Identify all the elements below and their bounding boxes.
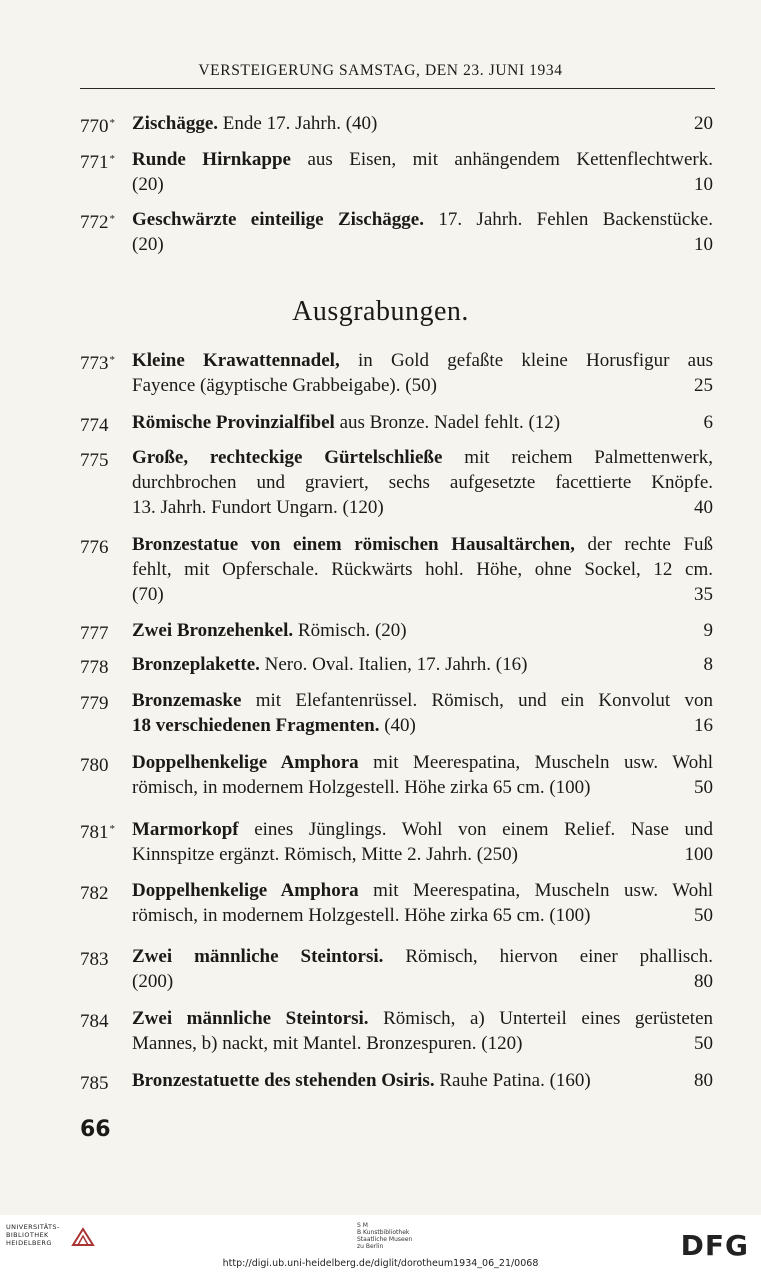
lot-number: 771* [80, 152, 115, 173]
lot-description: Bronzestatue von einem römischen Hausaltärchen, der rechte Fuß [132, 534, 714, 555]
digitization-footer [0, 1215, 761, 1273]
lot-entry-770 [80, 111, 713, 136]
permalink-url[interactable]: http://digi.ub.uni-heidelberg.de/diglit/dorotheum1934_06_21/0068 [222, 1258, 539, 1269]
lot-description: Zwei männliche Steintorsi. Römisch, hiervon einer phallisch. [132, 946, 713, 967]
lot-description-line3: (70) [132, 584, 164, 605]
lot-number: 775 [80, 450, 109, 471]
lot-number: 777 [80, 623, 109, 644]
lot-entry-775 [80, 445, 713, 520]
lot-description-line2: Mannes, b) nackt, mit Mantel. Bronzespuren. (120) [132, 1033, 523, 1054]
lot-number: 782 [80, 883, 109, 904]
lot-description: Große, rechteckige Gürtelschließe mit reichem Palmettenwerk, [132, 447, 714, 468]
lot-entry-782 [80, 878, 713, 928]
lot-description: Zischägge. Ende 17. Jahrh. (40) [132, 113, 378, 134]
lot-description: Zwei Bronzehenkel. Römisch. (20) [132, 620, 407, 641]
lot-number: 778 [80, 657, 109, 678]
lot-number: 776 [80, 537, 109, 558]
lot-number: 783 [80, 949, 109, 970]
lot-entry-781 [80, 817, 713, 867]
lot-description: Römische Provinzialfibel aus Bronze. Nadel fehlt. (12) [132, 412, 561, 433]
lot-entry-774 [80, 410, 713, 435]
lot-number: 780 [80, 755, 109, 776]
lot-number: 773* [80, 353, 115, 374]
lot-description: Zwei männliche Steintorsi. Römisch, a) Unterteil eines gerüsteten [132, 1008, 714, 1029]
lot-price: 10 [694, 174, 713, 195]
section-title: Ausgrabungen. [292, 296, 469, 327]
lot-description-line2: durchbrochen und graviert, sechs aufgesetzte facettierte Knöpfe. [132, 472, 713, 493]
lot-description-line2: römisch, in modernem Holzgestell. Höhe zirka 65 cm. (100) [132, 777, 591, 798]
lot-price: 50 [694, 1033, 713, 1054]
lot-price: 8 [703, 654, 713, 675]
lot-description: Runde Hirnkappe aus Eisen, mit anhängendem Kettenflechtwerk. [132, 149, 714, 170]
lot-number: 784 [80, 1011, 109, 1032]
lot-number: 770* [80, 116, 115, 137]
lot-entry-771 [80, 147, 713, 197]
lot-description-line2: Kinnspitze ergänzt. Römisch, Mitte 2. Jahrh. (250) [132, 844, 518, 865]
lot-description-line2: römisch, in modernem Holzgestell. Höhe zirka 65 cm. (100) [132, 905, 591, 926]
lot-description-line3: 13. Jahrh. Fundort Ungarn. (120) [132, 497, 384, 518]
lot-description: Doppelhenkelige Amphora mit Meerespatina, Muscheln usw. Wohl [132, 880, 713, 901]
lot-price: 50 [694, 905, 713, 926]
lot-description: Geschwärzte einteilige Zischägge. 17. Jahrh. Fehlen Backenstücke. [132, 209, 713, 230]
lot-price: 25 [694, 375, 713, 396]
lot-description: Marmorkopf eines Jünglings. Wohl von einem Relief. Nase und [132, 819, 713, 840]
lot-description: Bronzeplakette. Nero. Oval. Italien, 17. Jahrh. (16) [132, 654, 528, 675]
lot-description: Bronzemaske mit Elefantenrüssel. Römisch, und ein Konvolut von [132, 690, 713, 711]
lot-price: 50 [694, 777, 713, 798]
lot-price: 9 [703, 620, 713, 641]
library-emblem-icon [70, 1225, 96, 1249]
lot-description-line2: fehlt, mit Opferschale. Rückwärts hohl. Höhe, ohne Sockel, 12 cm. [132, 559, 713, 580]
lot-price: 35 [694, 584, 713, 605]
lot-description: Kleine Krawattennadel, in Gold gefaßte kleine Horusfigur aus [132, 350, 714, 371]
lot-number: 772* [80, 212, 115, 233]
page-number: 66 [80, 1117, 111, 1142]
lot-description-line2: (20) [132, 234, 164, 255]
lot-entry-780 [80, 750, 713, 800]
lot-entry-777 [80, 618, 713, 643]
lot-entry-776 [80, 532, 713, 607]
lot-price: 40 [694, 497, 713, 518]
lot-price: 10 [694, 234, 713, 255]
lot-price: 16 [694, 715, 713, 736]
lot-number: 785 [80, 1073, 109, 1094]
lot-description: Doppelhenkelige Amphora mit Meerespatina, Muscheln usw. Wohl [132, 752, 713, 773]
lot-description: Bronzestatuette des stehenden Osiris. Rauhe Patina. (160) [132, 1070, 591, 1091]
lot-price: 100 [684, 844, 713, 865]
lot-description-line2: (20) [132, 174, 164, 195]
lot-entry-773 [80, 348, 713, 398]
header-rule [80, 88, 715, 89]
lot-price: 80 [694, 1070, 713, 1091]
lot-number: 774 [80, 415, 109, 436]
lot-number: 779 [80, 693, 109, 714]
university-library-logo[interactable]: UNIVERSITÄTS- BIBLIOTHEK HEIDELBERG [6, 1223, 60, 1247]
lot-entry-783 [80, 944, 713, 994]
running-head: VERSTEIGERUNG SAMSTAG, DEN 23. JUNI 1934 [198, 62, 563, 79]
dfg-logo[interactable]: DFG [680, 1229, 749, 1262]
lot-entry-779 [80, 688, 713, 738]
lot-entry-785 [80, 1068, 713, 1093]
lot-entry-772 [80, 207, 713, 257]
lot-description-line2: Fayence (ägyptische Grabbeigabe). (50) [132, 375, 437, 396]
lot-description-line2: 18 verschiedenen Fragmenten. (40) [132, 715, 416, 736]
lot-entry-784 [80, 1006, 713, 1056]
lot-entry-778 [80, 652, 713, 677]
lot-number: 781* [80, 822, 115, 843]
lot-price: 6 [703, 412, 713, 433]
lot-price: 20 [694, 113, 713, 134]
lot-price: 80 [694, 971, 713, 992]
lot-description-line2: (200) [132, 971, 174, 992]
museum-credit: S M B Kunstbibliothek Staatliche Museen zu Berlin [357, 1222, 413, 1250]
